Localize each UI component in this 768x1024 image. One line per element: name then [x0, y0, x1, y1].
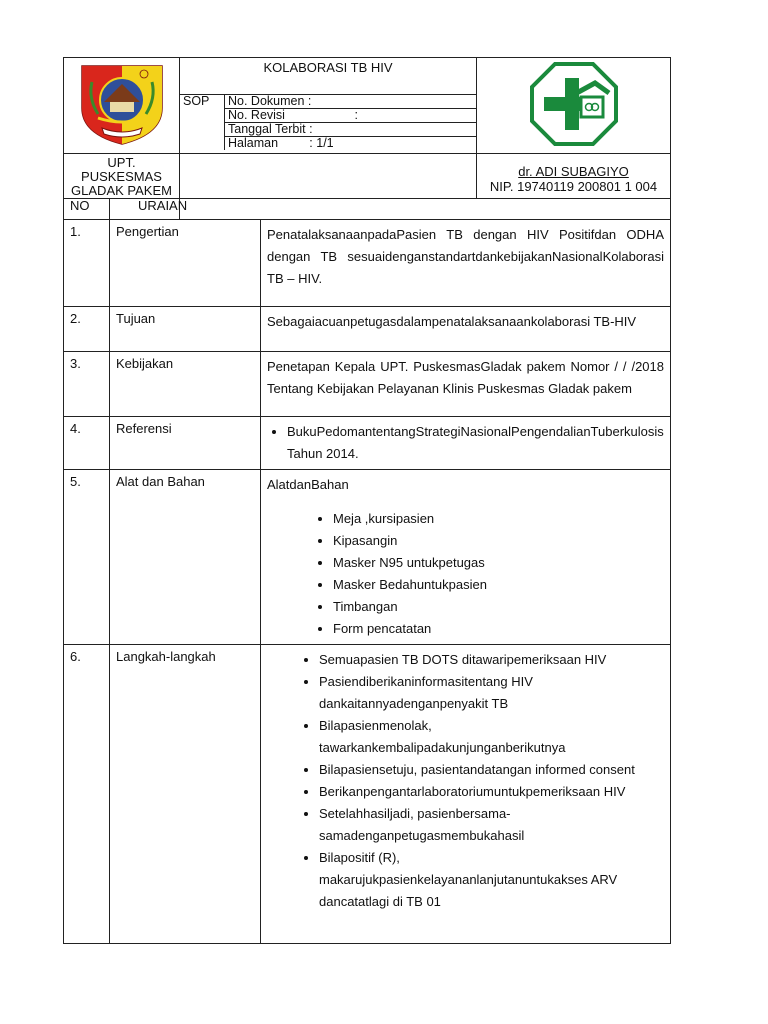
row-number: 6.: [64, 645, 110, 944]
row-bullets: [261, 470, 671, 645]
row-number: 2.: [64, 307, 110, 352]
bullet-list: [267, 649, 662, 913]
column-header-uraian: URAIAN: [110, 199, 180, 220]
signature-block: [477, 154, 671, 199]
column-header-blank: [180, 199, 671, 220]
meta-label-tanggal-terbit: Tanggal Terbit :: [225, 123, 477, 137]
row-number: 4.: [64, 417, 110, 470]
org-line: UPT.: [107, 155, 136, 170]
meta-label-no-revisi: No. Revisi :: [225, 109, 477, 123]
row-key: Alat dan Bahan: [110, 470, 261, 645]
row-key: Pengertian: [110, 220, 261, 307]
org-line: GLADAK PAKEM: [71, 183, 172, 198]
list-item: • Setelahhasiljadi, pasienbersama-samadenganpetugasmembukahasil: [319, 803, 662, 847]
signer-name: dr. ADI SUBAGIYO: [518, 164, 629, 179]
meta-label-no-dokumen: No. Dokumen :: [225, 95, 477, 109]
puskesmas-logo-icon: [529, 61, 619, 147]
table-row: [64, 417, 671, 470]
row-intro: AlatdanBahan: [267, 477, 349, 492]
list-item: • Meja ,kursipasien: [333, 508, 664, 530]
row-bullets: [261, 417, 671, 470]
blank-header-cell: [180, 154, 477, 199]
table-row: [64, 307, 671, 352]
table-row: [64, 220, 671, 307]
list-item: • Bilapasienmenolak, tawarkankembalipadakunjunganberikutnya: [319, 715, 662, 759]
sop-label: SOP: [180, 95, 225, 150]
row-key: Referensi: [110, 417, 261, 470]
list-item: • Semuapasien TB DOTS ditawaripemeriksaan HIV: [319, 649, 662, 671]
list-item: • Bilapositif (R), makarujukpasienkelayananlanjutanuntukakses ARV dancatatlagi di TB 01: [319, 847, 662, 913]
document-meta-cell: [180, 95, 477, 154]
row-key: Tujuan: [110, 307, 261, 352]
row-key: Langkah-langkah: [110, 645, 261, 944]
list-item: • Masker Bedahuntukpasien: [333, 574, 664, 596]
row-number: 3.: [64, 352, 110, 417]
row-number: 5.: [64, 470, 110, 645]
sop-document: [63, 57, 670, 944]
list-item: • Kipasangin: [333, 530, 664, 552]
organization-name: [64, 154, 180, 199]
list-item: • Masker N95 untukpetugas: [333, 552, 664, 574]
list-item: • Pasiendiberikaninformasitentang HIV dankaitannyadenganpenyakit TB: [319, 671, 662, 715]
list-item: • Form pencatatan: [333, 618, 664, 640]
meta-label-halaman: Halaman : 1/1: [225, 137, 477, 151]
row-text: Sebagaiacuanpetugasdalampenatalaksanaankolaborasi TB-HIV: [261, 307, 671, 352]
org-line: PUSKESMAS: [81, 169, 162, 184]
row-number: 1.: [64, 220, 110, 307]
list-item: • BukuPedomantentangStrategiNasionalPengendalianTuberkulosisTahun 2014.: [287, 421, 664, 465]
puskesmas-logo-cell: [477, 58, 671, 154]
list-item: • Berikanpengantarlaboratoriumuntukpemeriksaan HIV: [319, 781, 662, 803]
row-text: Penetapan Kepala UPT. PuskesmasGladak pakem Nomor / / /2018 Tentang Kebijakan Pelayanan Klinis Puskesmas Gladak pakem: [261, 352, 671, 417]
list-item: • Timbangan: [333, 596, 664, 618]
table-row: [64, 470, 671, 645]
bullet-list: [267, 421, 664, 465]
row-bullets: [261, 645, 671, 944]
list-item: • Bilapasiensetuju, pasientandatangan informed consent: [319, 759, 662, 781]
row-key: Kebijakan: [110, 352, 261, 417]
document-title: KOLABORASI TB HIV: [180, 58, 477, 95]
signer-nip: NIP. 19740119 200801 1 004: [489, 179, 658, 194]
regency-emblem-icon: [76, 62, 168, 146]
table-row: [64, 352, 671, 417]
document-meta: [180, 95, 476, 150]
bullet-list: [267, 508, 664, 640]
regency-logo-cell: [64, 58, 180, 154]
sop-table: [63, 57, 671, 944]
row-text: PenatalaksanaanpadaPasien TB dengan HIV Positifdan ODHA dengan TB sesuaidenganstandartdankebijakanNasionalKolaborasi TB – HIV.: [261, 220, 671, 307]
table-row: [64, 645, 671, 944]
column-header-no: NO: [64, 199, 110, 220]
